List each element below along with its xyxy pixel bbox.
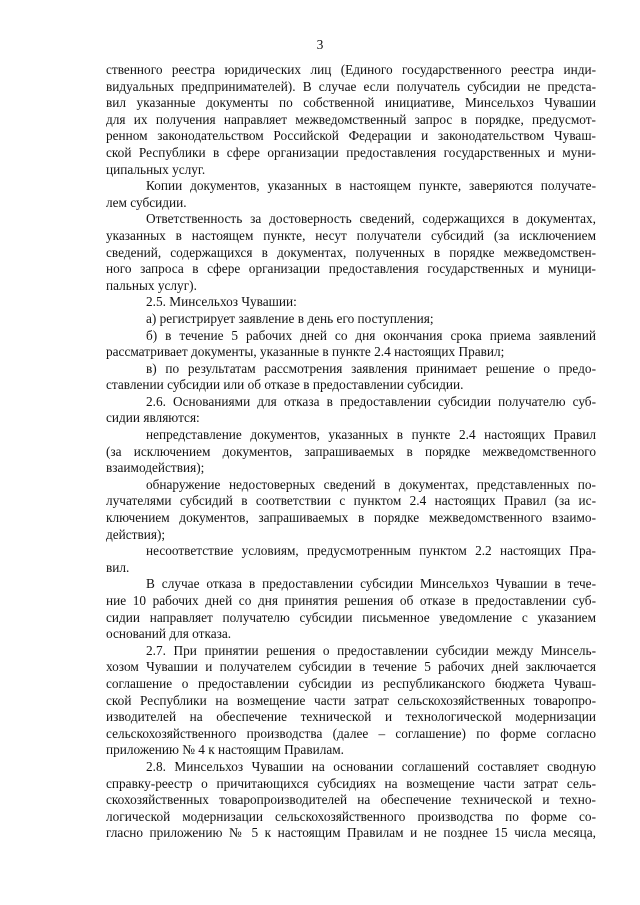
text-line: обнаружение недостоверных сведений в документах, представленных по- — [146, 476, 596, 492]
paragraph — [106, 576, 596, 642]
text-line: вил. — [106, 559, 130, 575]
text-line: гласно приложению № 5 к настоящим Правилам и не позднее 15 числа месяца, — [106, 825, 596, 841]
text-line: ской Республики в сфере организации предоставления государственных и муни- — [106, 144, 596, 160]
document-body — [106, 62, 596, 842]
text-line: вил указанные документы по собственной инициативе, Минсельхоз Чувашии — [106, 95, 596, 111]
text-line: ние 10 рабочих дней со дня принятия решения об отказе в предоставлении суб- — [106, 593, 596, 608]
text-line: В случае отказа в предоставлении субсидии Минсельхоз Чувашии в тече- — [146, 576, 596, 592]
text-line: указанных в настоящем пункте, несут получатели субсидий (за исключением — [106, 227, 596, 243]
text-line: сведений, содержащихся в документах, полученных в порядке межведомствен- — [106, 244, 596, 260]
text-line: видуальных предпринимателей). В случае если получатель субсидии не предста- — [106, 78, 596, 94]
paragraph — [106, 311, 596, 328]
paragraph — [106, 328, 596, 361]
text-line: сидии направляет получателю субсидии письменное уведомление с указанием — [106, 609, 596, 625]
text-line: ставлении субсидии или об отказе в предоставлении субсидии. — [106, 377, 464, 393]
text-line: лучателями субсидий в соответствии с пунктом 2.4 настоящих Правил (за ис- — [106, 493, 596, 509]
text-line: ного запроса в сфере организации предоставления государственных и муници- — [106, 261, 596, 277]
text-line: в) по результатам рассмотрения заявления принимает решение о предо- — [146, 360, 596, 376]
text-line: изводителей на обеспечение технической и технологической модернизации — [106, 709, 596, 725]
text-line: пальных услуг). — [106, 277, 197, 293]
text-line: взаимодействия); — [106, 460, 205, 476]
text-line: ренном законодательством Российской Федерации и законодательством Чуваш- — [106, 128, 596, 144]
text-line: а) регистрирует заявление в день его поступления; — [146, 310, 434, 326]
text-line: несоответствие условиям, предусмотренным пунктом 2.2 настоящих Пра- — [146, 543, 596, 559]
text-line: приложению № 4 к настоящим Правилам. — [106, 742, 344, 758]
paragraph — [106, 178, 596, 211]
text-line: действия); — [106, 526, 166, 542]
text-line: 2.5. Минсельхоз Чувашии: — [146, 294, 297, 310]
text-line: ключением документов, запрашиваемых в порядке межведомственного взаимо- — [106, 510, 596, 526]
text-line: сидии являются: — [106, 410, 200, 426]
text-line: лем субсидии. — [106, 194, 187, 210]
text-line: 2.6. Основаниями для отказа в предоставлении субсидии получателю суб- — [146, 393, 596, 409]
text-line: 2.8. Минсельхоз Чувашии на основании соглашений составляет сводную — [146, 758, 596, 774]
text-line: ципальных услуг. — [106, 161, 206, 177]
paragraph — [106, 477, 596, 543]
paragraph — [106, 759, 596, 842]
paragraph — [106, 643, 596, 759]
text-line: б) в течение 5 рабочих дней со дня окончания срока приема заявлений — [146, 327, 596, 343]
paragraph — [106, 62, 596, 178]
text-line: оснований для отказа. — [106, 626, 232, 642]
text-line: скохозяйственных товаропроизводителей на обеспечение технической и техно- — [106, 792, 596, 808]
paragraph — [106, 294, 596, 311]
text-line: соглашение о предоставлении субсидии из республиканского бюджета Чуваш- — [106, 675, 596, 691]
paragraph — [106, 543, 596, 576]
text-line: 2.7. При принятии решения о предоставлении субсидии между Минсель- — [146, 642, 596, 658]
paragraph — [106, 427, 596, 477]
text-line: хозом Чувашии и получателем субсидии в течение 5 рабочих дней заключается — [106, 659, 596, 675]
text-line: ственного реестра юридических лиц (Единого государственного реестра инди- — [106, 62, 596, 77]
paragraph — [106, 211, 596, 294]
text-line: сельскохозяйственного производства (далее – соглашение) по форме согласно — [106, 725, 596, 741]
text-line: ской Республики на возмещение части затрат сельскохозяйственных товаропро- — [106, 692, 596, 708]
text-line: справку-реестр о причитающихся субсидиях на возмещение части затрат сель- — [106, 775, 596, 791]
text-line: непредставление документов, указанных в пункте 2.4 настоящих Правил — [146, 427, 596, 443]
paragraph — [106, 361, 596, 394]
text-line: Копии документов, указанных в настоящем пункте, заверяются получате- — [146, 178, 596, 194]
text-line: для их получения направляет межведомственный запрос в порядке, предусмот- — [106, 111, 596, 127]
text-line: Ответственность за достоверность сведений, содержащихся в документах, — [146, 211, 596, 227]
text-line: логической модернизации сельскохозяйственного производства по форме со- — [106, 808, 596, 824]
page-number: 3 — [316, 37, 324, 52]
paragraph — [106, 394, 596, 427]
text-line: рассматривает документы, указанные в пункте 2.4 настоящих Правил; — [106, 344, 505, 360]
text-line: (за исключением документов, запрашиваемых в порядке межведомственного — [106, 443, 596, 459]
